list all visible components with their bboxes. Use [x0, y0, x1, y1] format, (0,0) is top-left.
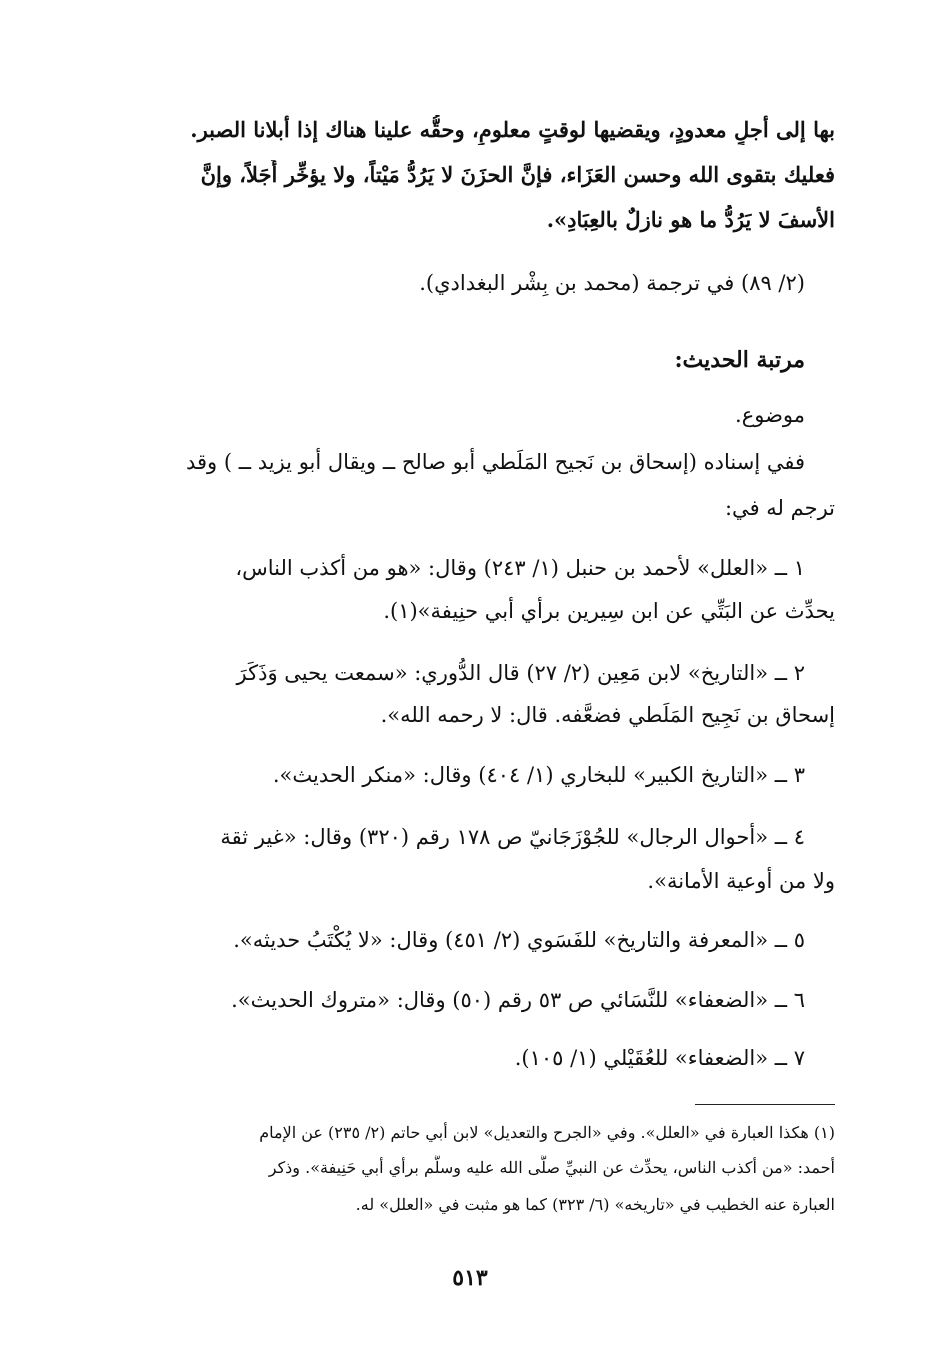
footnote-line-3: العبارة عنه الخطيب في «تاريخه» (٦/ ٣٢٣) كما هو مثبت في «العلل» له. [355, 1195, 835, 1214]
text-line-3: الأسفَ لا يَرُدُّ ما هو نازلٌ بالعِبَادِ». [546, 207, 835, 232]
list-item-3: ٣ ــ «التاريخ الكبير» للبخاري (١/ ٤٠٤) وقال: «منكر الحديث». [272, 763, 805, 787]
list-item-4-line-1: ٤ ــ «أحوال الرجال» للجُوْزَجَانيّ ص ١٧٨ رقم (٣٢٠) وقال: «غير ثقة [220, 825, 805, 849]
list-item-7: ٧ ــ «الضعفاء» للعُقَيْلي (١/ ١٠٥). [514, 1046, 805, 1070]
list-item-6: ٦ ــ «الضعفاء» للنَّسَائي ص ٥٣ رقم (٥٠) وقال: «متروك الحديث». [231, 988, 805, 1012]
list-item-2-line-1: ٢ ــ «التاريخ» لابن مَعِين (٢/ ٢٧) قال الدُّوري: «سمعت يحيى وَذَكَرَ [236, 661, 805, 685]
footnote-line-2: أحمد: «من أكذب الناس، يحدِّث عن النبيِّ صلَّى الله عليه وسلَّم برأي أبي حَنِيفة». وذكر [268, 1158, 835, 1177]
ruling-text: موضوع. [735, 403, 805, 427]
list-item-5: ٥ ــ «المعرفة والتاريخ» للفَسَوي (٢/ ٤٥١) وقال: «لا يُكْتَبُ حديثه». [233, 928, 805, 952]
text-line-isnad-2: ترجم له في: [724, 496, 835, 520]
text-line-2: فعليك بتقوى الله وحسن العَزَاء، فإنَّ الحزَنَ لا يَرُدُّ مَيْتاً، ولا يؤخِّر أَجَلاً، وإنَّ [200, 162, 835, 187]
section-heading: مرتبة الحديث: [674, 347, 805, 373]
list-item-1-line-2: يحدِّث عن البَتِّي عن ابن سِيرين برأي أبي حنِيفة»(١). [383, 599, 835, 623]
page-number: ٥١٣ [452, 1265, 488, 1291]
reference-line: (٢/ ٨٩) في ترجمة (محمد بن بِشْر البغدادي). [419, 271, 805, 295]
list-item-2-line-2: إسحاق بن نَجِيح المَلَطي فضعَّفه. قال: لا رحمه الله». [380, 703, 835, 727]
text-line-1: بها إلى أجلٍ معدودٍ، ويقضيها لوقتٍ معلومٍ، وحقُّه علينا هناك إذا أبلانا الصبر. [190, 117, 835, 142]
footnote-divider [695, 1104, 835, 1105]
list-item-1-line-1: ١ ــ «العلل» لأحمد بن حنبل (١/ ٢٤٣) وقال: «هو من أكذب الناس، [235, 556, 805, 580]
list-item-4-line-2: ولا من أوعية الأمانة». [647, 869, 835, 893]
text-line-isnad-1: ففي إسناده (إسحاق بن نَجيح المَلَطي أبو صالح ــ ويقال أبو يزيد ــ ) وقد [186, 450, 805, 474]
footnote-line-1: (١) هكذا العبارة في «العلل». وفي «الجرح والتعديل» لابن أبي حاتم (٢/ ٢٣٥) عن الإمام [259, 1123, 835, 1142]
